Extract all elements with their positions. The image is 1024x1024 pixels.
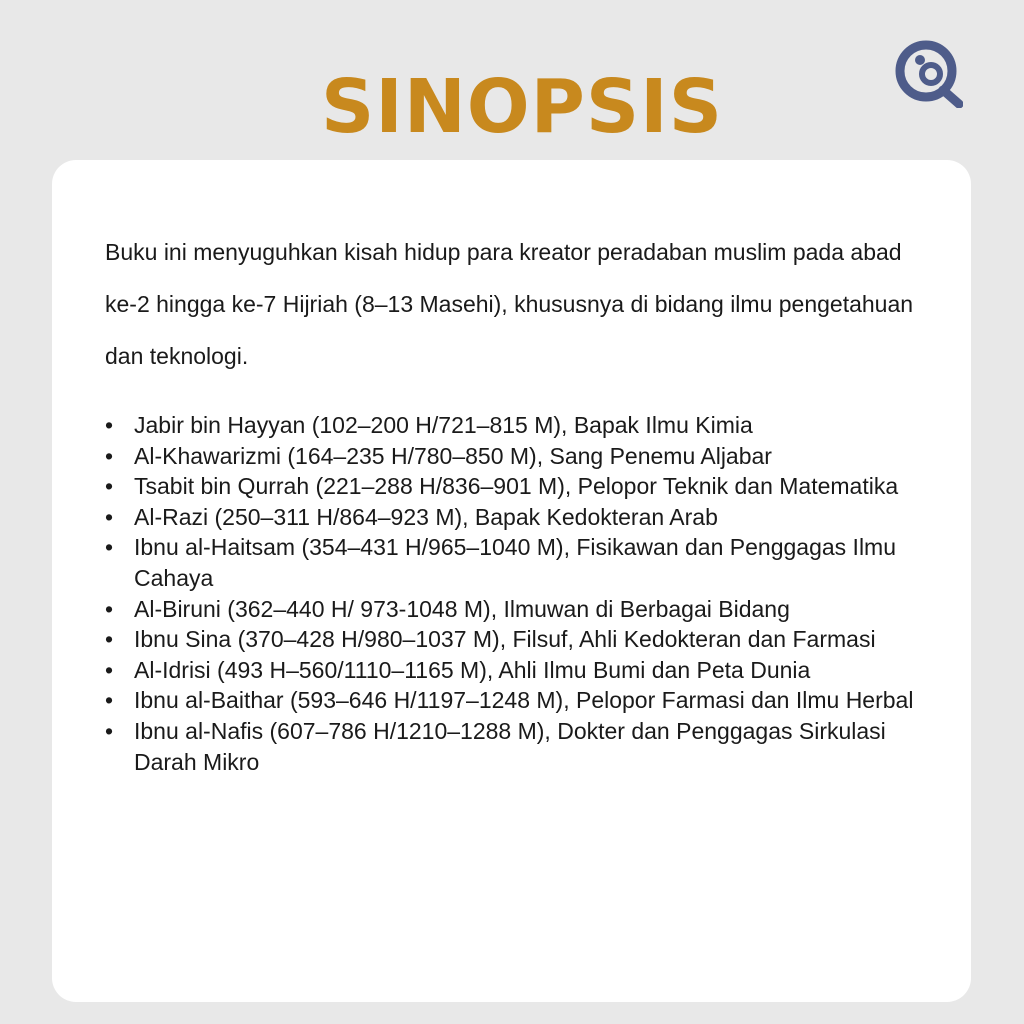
list-item-text: Jabir bin Hayyan (102–200 H/721–815 M), Bapak Ilmu Kimia xyxy=(134,412,753,438)
bullet-icon: • xyxy=(105,595,114,622)
logo-dot xyxy=(915,55,925,65)
list-item-text: Al-Razi (250–311 H/864–923 M), Bapak Kedokteran Arab xyxy=(134,503,718,530)
list-item xyxy=(105,685,945,716)
list-item xyxy=(105,471,945,502)
list-item xyxy=(105,655,945,686)
page-title: SINOPSIS xyxy=(320,64,724,150)
list-item xyxy=(105,624,945,655)
list-item xyxy=(105,441,945,472)
list-item-text: Ibnu al-Haitsam (354–431 H/965–1040 M), Fisikawan dan Penggagas Ilmu Cahaya xyxy=(134,534,896,591)
creators-list xyxy=(105,410,945,777)
circle-q-logo-icon xyxy=(893,38,963,108)
intro-paragraph: Buku ini menyuguhkan kisah hidup para kreator peradaban muslim pada abad ke-2 hingga ke-7 Hijriah (8–13 Masehi), khususnya di bidang ilmu pengetahuan dan teknologi. xyxy=(105,239,914,369)
bullet-icon: • xyxy=(105,534,114,561)
bullet-icon: • xyxy=(105,687,114,714)
list-item-text: Al-Biruni (362–440 H/ 973-1048 M), Ilmuwan di Berbagai Bidang xyxy=(134,595,790,622)
list-item-text: Ibnu al-Nafis (607–786 H/1210–1288 M), Dokter dan Penggagas Sirkulasi Darah Mikro xyxy=(134,717,886,775)
list-item-text: Tsabit bin Qurrah (221–288 H/836–901 M), Pelopor Teknik dan Matematika xyxy=(134,473,899,500)
bullet-icon: • xyxy=(105,626,114,653)
list-item-text: Al-Idrisi (493 H–560/1110–1165 M), Ahli Ilmu Bumi dan Peta Dunia xyxy=(134,656,811,683)
bullet-icon: • xyxy=(105,412,114,438)
logo-inner-ring xyxy=(922,65,940,83)
bullet-icon: • xyxy=(105,442,114,469)
bullet-icon: • xyxy=(105,717,114,744)
list-item-text: Ibnu al-Baithar (593–646 H/1197–1248 M), Pelopor Farmasi dan Ilmu Herbal xyxy=(134,687,914,714)
bullet-icon: • xyxy=(105,503,114,530)
bullet-icon: • xyxy=(105,473,114,500)
list-item-text: Ibnu Sina (370–428 H/980–1037 M), Filsuf, Ahli Kedokteran dan Farmasi xyxy=(134,626,876,653)
bullet-icon: • xyxy=(105,656,114,683)
list-item-text: Al-Khawarizmi (164–235 H/780–850 M), Sang Penemu Aljabar xyxy=(134,442,772,469)
list-item xyxy=(105,716,945,777)
list-item xyxy=(105,594,945,625)
list-item xyxy=(105,410,945,441)
list-item xyxy=(105,502,945,533)
logo-tail xyxy=(943,90,959,104)
list-item xyxy=(105,532,945,593)
